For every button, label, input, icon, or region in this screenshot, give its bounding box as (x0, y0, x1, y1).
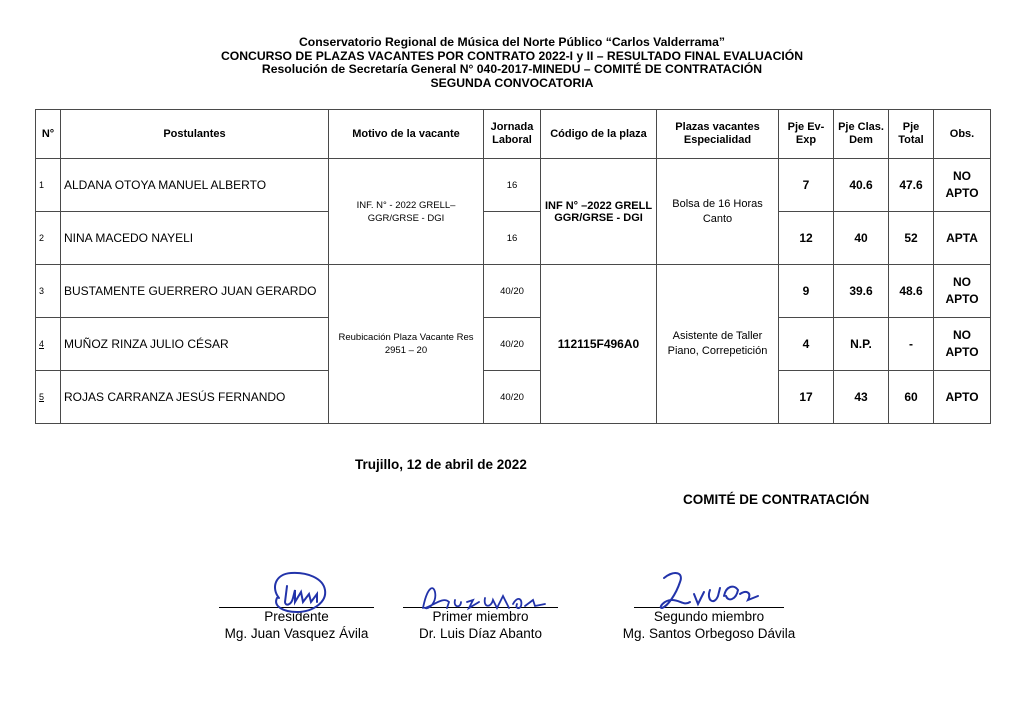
work-hours: 16 (484, 159, 541, 212)
position-code: INF N° –2022 GRELL GGR/GRSE - DGI (541, 159, 657, 265)
score-ev: 17 (779, 371, 834, 424)
work-hours: 16 (484, 212, 541, 265)
resolution-line: Resolución de Secretaría General N° 040-2017-MINEDU – COMITÉ DE CONTRATACIÓN (261, 62, 763, 77)
applicant-name: BUSTAMENTE GUERRERO JUAN GERARDO (61, 265, 329, 318)
signature-block-president (219, 560, 374, 650)
table-row (36, 212, 991, 265)
col-motivo: Motivo de la vacante (329, 110, 484, 159)
row-number-text: 4 (39, 339, 45, 349)
applicant-name: NINA MACEDO NAYELI (61, 212, 329, 265)
signature-block-first-member (403, 560, 558, 650)
signer-role: Primer miembro (432, 609, 529, 624)
applicant-name: MUÑOZ RINZA JULIO CÉSAR (61, 318, 329, 371)
col-total: Pje Total (889, 110, 934, 159)
row-number-text: 5 (39, 392, 45, 402)
applicant-name: ROJAS CARRANZA JESÚS FERNANDO (61, 371, 329, 424)
score-total: 47.6 (889, 159, 934, 212)
call-title: SEGUNDA CONVOCATORIA (430, 75, 594, 90)
vacancy-reason: INF. N° - 2022 GRELL– GGR/GRSE - DGI (329, 159, 484, 265)
score-ev: 9 (779, 265, 834, 318)
position-specialty: Bolsa de 16 Horas Canto (657, 159, 779, 265)
work-hours: 40/20 (484, 265, 541, 318)
results-table (35, 109, 991, 424)
score-total: 48.6 (889, 265, 934, 318)
score-total: - (889, 318, 934, 371)
col-num: N° (36, 110, 61, 159)
result-status: APTO (934, 371, 991, 424)
result-status: NO APTO (934, 265, 991, 318)
table-row (36, 371, 991, 424)
score-clas: 40.6 (834, 159, 889, 212)
col-jornada: Jornada Laboral (484, 110, 541, 159)
result-status: NO APTO (934, 159, 991, 212)
signer-name: Dr. Luis Díaz Abanto (418, 626, 543, 641)
work-hours: 40/20 (484, 371, 541, 424)
table-row (36, 159, 991, 212)
row-number: 3 (36, 265, 61, 318)
col-postulantes: Postulantes (61, 110, 329, 159)
col-clas: Pje Clas. Dem (834, 110, 889, 159)
table-row (36, 265, 991, 318)
result-status: NO APTO (934, 318, 991, 371)
score-clas: 39.6 (834, 265, 889, 318)
col-plazas: Plazas vacantes Especialidad (657, 110, 779, 159)
signer-name: Mg. Juan Vasquez Ávila (224, 626, 369, 641)
score-clas: 40 (834, 212, 889, 265)
vacancy-reason: Reubicación Plaza Vacante Res 2951 – 20 (329, 265, 484, 424)
score-total: 52 (889, 212, 934, 265)
institution-title: Conservatorio Regional de Música del Norte Público “Carlos Valderrama” (298, 35, 725, 49)
score-ev: 4 (779, 318, 834, 371)
committee-title: COMITÉ DE CONTRATACIÓN (683, 492, 870, 507)
position-specialty: Asistente de Taller Piano, Correpetición (657, 265, 779, 424)
work-hours: 40/20 (484, 318, 541, 371)
col-codigo: Código de la plaza (541, 110, 657, 159)
row-number (36, 371, 61, 424)
document-header (0, 36, 1024, 90)
score-ev: 12 (779, 212, 834, 265)
position-code: 112115F496A0 (541, 265, 657, 424)
table-row (36, 318, 991, 371)
signer-role: Presidente (264, 609, 329, 624)
handwritten-signature-icon (261, 568, 341, 618)
score-clas: 43 (834, 371, 889, 424)
applicant-name: ALDANA OTOYA MANUEL ALBERTO (61, 159, 329, 212)
signature-block-second-member (616, 560, 802, 650)
col-obs: Obs. (934, 110, 991, 159)
document-date: Trujillo, 12 de abril de 2022 (355, 457, 527, 472)
score-total: 60 (889, 371, 934, 424)
table-header-row (36, 110, 991, 159)
col-ev: Pje Ev-Exp (779, 110, 834, 159)
contest-title: CONCURSO DE PLAZAS VACANTES POR CONTRATO 2022-I y II – RESULTADO FINAL EVALUACIÓN (220, 48, 804, 63)
score-ev: 7 (779, 159, 834, 212)
row-number: 2 (36, 212, 61, 265)
result-status: APTA (934, 212, 991, 265)
score-clas: N.P. (834, 318, 889, 371)
row-number: 1 (36, 159, 61, 212)
handwritten-signature-icon (413, 578, 563, 618)
handwritten-signature-icon (654, 566, 764, 614)
row-number (36, 318, 61, 371)
signer-role: Segundo miembro (653, 609, 765, 624)
signer-name: Mg. Santos Orbegoso Dávila (622, 626, 796, 641)
